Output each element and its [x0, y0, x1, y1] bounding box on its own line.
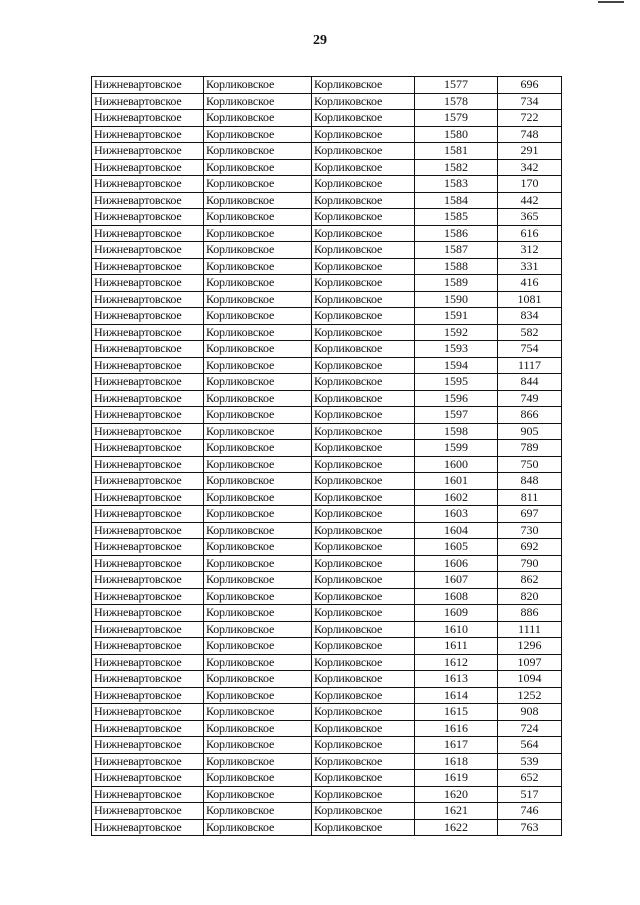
subforestry-cell: Корликовское [312, 176, 415, 193]
subforestry-cell: Корликовское [312, 654, 415, 671]
quarter-number-cell: 1611 [415, 638, 498, 655]
subforestry-cell: Корликовское [312, 687, 415, 704]
district-cell: Нижневартовское [92, 687, 204, 704]
forestry-cell: Корликовское [204, 737, 312, 754]
forestry-cell: Корликовское [204, 819, 312, 836]
subforestry-cell: Корликовское [312, 225, 415, 242]
district-cell: Нижневартовское [92, 654, 204, 671]
table-row [92, 572, 562, 589]
area-cell: 539 [498, 753, 562, 770]
quarter-number-cell: 1592 [415, 324, 498, 341]
forestry-cell: Корликовское [204, 654, 312, 671]
subforestry-cell: Корликовское [312, 539, 415, 556]
subforestry-cell: Корликовское [312, 357, 415, 374]
district-cell: Нижневартовское [92, 638, 204, 655]
quarter-number-cell: 1580 [415, 126, 498, 143]
forestry-cell: Корликовское [204, 621, 312, 638]
area-cell: 748 [498, 126, 562, 143]
table-row [92, 555, 562, 572]
table-row [92, 819, 562, 836]
forestry-cell: Корликовское [204, 786, 312, 803]
quarter-number-cell: 1602 [415, 489, 498, 506]
table-row [92, 456, 562, 473]
subforestry-cell: Корликовское [312, 456, 415, 473]
quarter-number-cell: 1613 [415, 671, 498, 688]
subforestry-cell: Корликовское [312, 291, 415, 308]
area-cell: 416 [498, 275, 562, 292]
table-row [92, 605, 562, 622]
area-cell: 746 [498, 803, 562, 820]
district-cell: Нижневартовское [92, 308, 204, 325]
table-row [92, 341, 562, 358]
area-cell: 886 [498, 605, 562, 622]
area-cell: 820 [498, 588, 562, 605]
quarter-number-cell: 1619 [415, 770, 498, 787]
table-row [92, 489, 562, 506]
table-row [92, 737, 562, 754]
quarter-number-cell: 1581 [415, 143, 498, 160]
forestry-cell: Корликовское [204, 143, 312, 160]
table-row [92, 77, 562, 94]
subforestry-cell: Корликовское [312, 704, 415, 721]
quarter-number-cell: 1594 [415, 357, 498, 374]
forestry-cell: Корликовское [204, 77, 312, 94]
quarter-number-cell: 1587 [415, 242, 498, 259]
district-cell: Нижневартовское [92, 324, 204, 341]
quarter-number-cell: 1621 [415, 803, 498, 820]
quarter-number-cell: 1599 [415, 440, 498, 457]
forestry-cell: Корликовское [204, 192, 312, 209]
quarter-number-cell: 1586 [415, 225, 498, 242]
district-cell: Нижневартовское [92, 473, 204, 490]
forestry-cell: Корликовское [204, 671, 312, 688]
table-row [92, 638, 562, 655]
area-cell: 724 [498, 720, 562, 737]
district-cell: Нижневартовское [92, 209, 204, 226]
area-cell: 564 [498, 737, 562, 754]
subforestry-cell: Корликовское [312, 374, 415, 391]
area-cell: 1117 [498, 357, 562, 374]
forestry-cell: Корликовское [204, 687, 312, 704]
subforestry-cell: Корликовское [312, 786, 415, 803]
area-cell: 1252 [498, 687, 562, 704]
area-cell: 582 [498, 324, 562, 341]
table-row [92, 275, 562, 292]
forestry-cell: Корликовское [204, 770, 312, 787]
forestry-cell: Корликовское [204, 539, 312, 556]
table-row [92, 671, 562, 688]
quarter-number-cell: 1590 [415, 291, 498, 308]
subforestry-cell: Корликовское [312, 819, 415, 836]
district-cell: Нижневартовское [92, 192, 204, 209]
forestry-cell: Корликовское [204, 440, 312, 457]
subforestry-cell: Корликовское [312, 407, 415, 424]
quarter-number-cell: 1607 [415, 572, 498, 589]
subforestry-cell: Корликовское [312, 473, 415, 490]
forestry-cell: Корликовское [204, 423, 312, 440]
table-row [92, 209, 562, 226]
subforestry-cell: Корликовское [312, 770, 415, 787]
quarter-number-cell: 1612 [415, 654, 498, 671]
area-cell: 1296 [498, 638, 562, 655]
forestry-cell: Корликовское [204, 341, 312, 358]
area-cell: 312 [498, 242, 562, 259]
subforestry-cell: Корликовское [312, 110, 415, 127]
area-cell: 734 [498, 93, 562, 110]
table-row [92, 588, 562, 605]
quarter-number-cell: 1585 [415, 209, 498, 226]
district-cell: Нижневартовское [92, 555, 204, 572]
area-cell: 908 [498, 704, 562, 721]
area-cell: 170 [498, 176, 562, 193]
forestry-cell: Корликовское [204, 506, 312, 523]
area-cell: 750 [498, 456, 562, 473]
table-row [92, 258, 562, 275]
forestry-cell: Корликовское [204, 753, 312, 770]
area-cell: 848 [498, 473, 562, 490]
district-cell: Нижневартовское [92, 126, 204, 143]
district-cell: Нижневартовское [92, 159, 204, 176]
quarter-number-cell: 1591 [415, 308, 498, 325]
subforestry-cell: Корликовское [312, 737, 415, 754]
subforestry-cell: Корликовское [312, 572, 415, 589]
district-cell: Нижневартовское [92, 770, 204, 787]
district-cell: Нижневартовское [92, 506, 204, 523]
district-cell: Нижневартовское [92, 77, 204, 94]
forestry-cell: Корликовское [204, 308, 312, 325]
district-cell: Нижневартовское [92, 621, 204, 638]
table-row [92, 423, 562, 440]
table-row [92, 225, 562, 242]
table-row [92, 654, 562, 671]
forestry-cell: Корликовское [204, 159, 312, 176]
table-row [92, 473, 562, 490]
forestry-cell: Корликовское [204, 209, 312, 226]
area-cell: 749 [498, 390, 562, 407]
quarter-number-cell: 1622 [415, 819, 498, 836]
subforestry-cell: Корликовское [312, 93, 415, 110]
subforestry-cell: Корликовское [312, 522, 415, 539]
forestry-cell: Корликовское [204, 242, 312, 259]
table-row [92, 308, 562, 325]
district-cell: Нижневартовское [92, 737, 204, 754]
forestry-cell: Корликовское [204, 473, 312, 490]
quarter-number-cell: 1614 [415, 687, 498, 704]
subforestry-cell: Корликовское [312, 638, 415, 655]
district-cell: Нижневартовское [92, 803, 204, 820]
district-cell: Нижневартовское [92, 143, 204, 160]
district-cell: Нижневартовское [92, 720, 204, 737]
subforestry-cell: Корликовское [312, 77, 415, 94]
forestry-cell: Корликовское [204, 555, 312, 572]
district-cell: Нижневартовское [92, 93, 204, 110]
table-row [92, 176, 562, 193]
quarter-number-cell: 1610 [415, 621, 498, 638]
area-cell: 331 [498, 258, 562, 275]
subforestry-cell: Корликовское [312, 258, 415, 275]
forestry-cell: Корликовское [204, 456, 312, 473]
area-cell: 442 [498, 192, 562, 209]
forestry-cell: Корликовское [204, 126, 312, 143]
subforestry-cell: Корликовское [312, 390, 415, 407]
area-cell: 834 [498, 308, 562, 325]
quarter-number-cell: 1595 [415, 374, 498, 391]
area-cell: 790 [498, 555, 562, 572]
quarter-number-cell: 1615 [415, 704, 498, 721]
quarter-number-cell: 1608 [415, 588, 498, 605]
forestry-cell: Корликовское [204, 291, 312, 308]
subforestry-cell: Корликовское [312, 324, 415, 341]
table-row [92, 143, 562, 160]
forestry-cell: Корликовское [204, 407, 312, 424]
district-cell: Нижневартовское [92, 786, 204, 803]
table-row [92, 704, 562, 721]
subforestry-cell: Корликовское [312, 275, 415, 292]
district-cell: Нижневартовское [92, 341, 204, 358]
district-cell: Нижневартовское [92, 258, 204, 275]
area-cell: 696 [498, 77, 562, 94]
district-cell: Нижневартовское [92, 374, 204, 391]
table-row [92, 126, 562, 143]
district-cell: Нижневартовское [92, 539, 204, 556]
table-row [92, 786, 562, 803]
forest-quarters-table [91, 76, 562, 836]
quarter-number-cell: 1579 [415, 110, 498, 127]
subforestry-cell: Корликовское [312, 753, 415, 770]
table-row [92, 803, 562, 820]
forestry-cell: Корликовское [204, 357, 312, 374]
table-row [92, 720, 562, 737]
page-number: 29 [313, 33, 327, 48]
district-cell: Нижневартовское [92, 456, 204, 473]
quarter-number-cell: 1583 [415, 176, 498, 193]
table-row [92, 621, 562, 638]
district-cell: Нижневартовское [92, 522, 204, 539]
area-cell: 342 [498, 159, 562, 176]
subforestry-cell: Корликовское [312, 671, 415, 688]
forestry-cell: Корликовское [204, 572, 312, 589]
forestry-cell: Корликовское [204, 258, 312, 275]
table-row [92, 770, 562, 787]
subforestry-cell: Корликовское [312, 126, 415, 143]
forestry-cell: Корликовское [204, 803, 312, 820]
quarter-number-cell: 1588 [415, 258, 498, 275]
forestry-cell: Корликовское [204, 390, 312, 407]
subforestry-cell: Корликовское [312, 159, 415, 176]
quarter-number-cell: 1578 [415, 93, 498, 110]
quarter-number-cell: 1589 [415, 275, 498, 292]
district-cell: Нижневартовское [92, 819, 204, 836]
district-cell: Нижневартовское [92, 572, 204, 589]
area-cell: 1094 [498, 671, 562, 688]
forestry-cell: Корликовское [204, 489, 312, 506]
forestry-cell: Корликовское [204, 93, 312, 110]
area-cell: 789 [498, 440, 562, 457]
district-cell: Нижневартовское [92, 390, 204, 407]
quarter-number-cell: 1620 [415, 786, 498, 803]
table-row [92, 539, 562, 556]
district-cell: Нижневартовское [92, 275, 204, 292]
district-cell: Нижневартовское [92, 225, 204, 242]
district-cell: Нижневартовское [92, 671, 204, 688]
table-row [92, 192, 562, 209]
quarter-number-cell: 1618 [415, 753, 498, 770]
district-cell: Нижневартовское [92, 110, 204, 127]
table-row [92, 687, 562, 704]
quarter-number-cell: 1604 [415, 522, 498, 539]
forestry-cell: Корликовское [204, 638, 312, 655]
quarter-number-cell: 1598 [415, 423, 498, 440]
district-cell: Нижневартовское [92, 704, 204, 721]
subforestry-cell: Корликовское [312, 192, 415, 209]
quarter-number-cell: 1597 [415, 407, 498, 424]
subforestry-cell: Корликовское [312, 143, 415, 160]
table-row [92, 291, 562, 308]
forestry-cell: Корликовское [204, 720, 312, 737]
district-cell: Нижневартовское [92, 291, 204, 308]
subforestry-cell: Корликовское [312, 621, 415, 638]
table-row [92, 407, 562, 424]
subforestry-cell: Корликовское [312, 555, 415, 572]
district-cell: Нижневартовское [92, 605, 204, 622]
quarter-number-cell: 1603 [415, 506, 498, 523]
table-row [92, 753, 562, 770]
area-cell: 652 [498, 770, 562, 787]
area-cell: 697 [498, 506, 562, 523]
area-cell: 866 [498, 407, 562, 424]
forestry-cell: Корликовское [204, 275, 312, 292]
quarter-number-cell: 1606 [415, 555, 498, 572]
subforestry-cell: Корликовское [312, 588, 415, 605]
forestry-cell: Корликовское [204, 176, 312, 193]
district-cell: Нижневартовское [92, 753, 204, 770]
area-cell: 1111 [498, 621, 562, 638]
table-row [92, 242, 562, 259]
quarter-number-cell: 1601 [415, 473, 498, 490]
forestry-cell: Корликовское [204, 605, 312, 622]
subforestry-cell: Корликовское [312, 506, 415, 523]
area-cell: 616 [498, 225, 562, 242]
forestry-cell: Корликовское [204, 588, 312, 605]
district-cell: Нижневартовское [92, 176, 204, 193]
area-cell: 811 [498, 489, 562, 506]
area-cell: 905 [498, 423, 562, 440]
area-cell: 692 [498, 539, 562, 556]
subforestry-cell: Корликовское [312, 440, 415, 457]
table-row [92, 440, 562, 457]
district-cell: Нижневартовское [92, 440, 204, 457]
subforestry-cell: Корликовское [312, 209, 415, 226]
district-cell: Нижневартовское [92, 407, 204, 424]
table-row [92, 522, 562, 539]
quarter-number-cell: 1593 [415, 341, 498, 358]
table-row [92, 110, 562, 127]
area-cell: 763 [498, 819, 562, 836]
quarter-number-cell: 1617 [415, 737, 498, 754]
subforestry-cell: Корликовское [312, 489, 415, 506]
forestry-cell: Корликовское [204, 110, 312, 127]
quarter-number-cell: 1605 [415, 539, 498, 556]
table-body [92, 77, 562, 836]
subforestry-cell: Корликовское [312, 605, 415, 622]
quarter-number-cell: 1596 [415, 390, 498, 407]
subforestry-cell: Корликовское [312, 720, 415, 737]
area-cell: 1081 [498, 291, 562, 308]
quarter-number-cell: 1577 [415, 77, 498, 94]
table-row [92, 93, 562, 110]
area-cell: 517 [498, 786, 562, 803]
area-cell: 722 [498, 110, 562, 127]
area-cell: 291 [498, 143, 562, 160]
table-row [92, 390, 562, 407]
subforestry-cell: Корликовское [312, 803, 415, 820]
quarter-number-cell: 1584 [415, 192, 498, 209]
district-cell: Нижневартовское [92, 242, 204, 259]
subforestry-cell: Корликовское [312, 423, 415, 440]
area-cell: 365 [498, 209, 562, 226]
district-cell: Нижневартовское [92, 489, 204, 506]
table-row [92, 506, 562, 523]
corner-scan-mark [598, 1, 624, 3]
quarter-number-cell: 1616 [415, 720, 498, 737]
district-cell: Нижневартовское [92, 423, 204, 440]
subforestry-cell: Корликовское [312, 308, 415, 325]
forestry-cell: Корликовское [204, 704, 312, 721]
forestry-cell: Корликовское [204, 225, 312, 242]
area-cell: 1097 [498, 654, 562, 671]
area-cell: 862 [498, 572, 562, 589]
forestry-cell: Корликовское [204, 324, 312, 341]
subforestry-cell: Корликовское [312, 242, 415, 259]
table-row [92, 357, 562, 374]
district-cell: Нижневартовское [92, 357, 204, 374]
forestry-cell: Корликовское [204, 522, 312, 539]
table-row [92, 324, 562, 341]
district-cell: Нижневартовское [92, 588, 204, 605]
area-cell: 730 [498, 522, 562, 539]
table-row [92, 374, 562, 391]
table-row [92, 159, 562, 176]
quarter-number-cell: 1582 [415, 159, 498, 176]
quarter-number-cell: 1600 [415, 456, 498, 473]
quarter-number-cell: 1609 [415, 605, 498, 622]
area-cell: 754 [498, 341, 562, 358]
area-cell: 844 [498, 374, 562, 391]
forestry-cell: Корликовское [204, 374, 312, 391]
subforestry-cell: Корликовское [312, 341, 415, 358]
